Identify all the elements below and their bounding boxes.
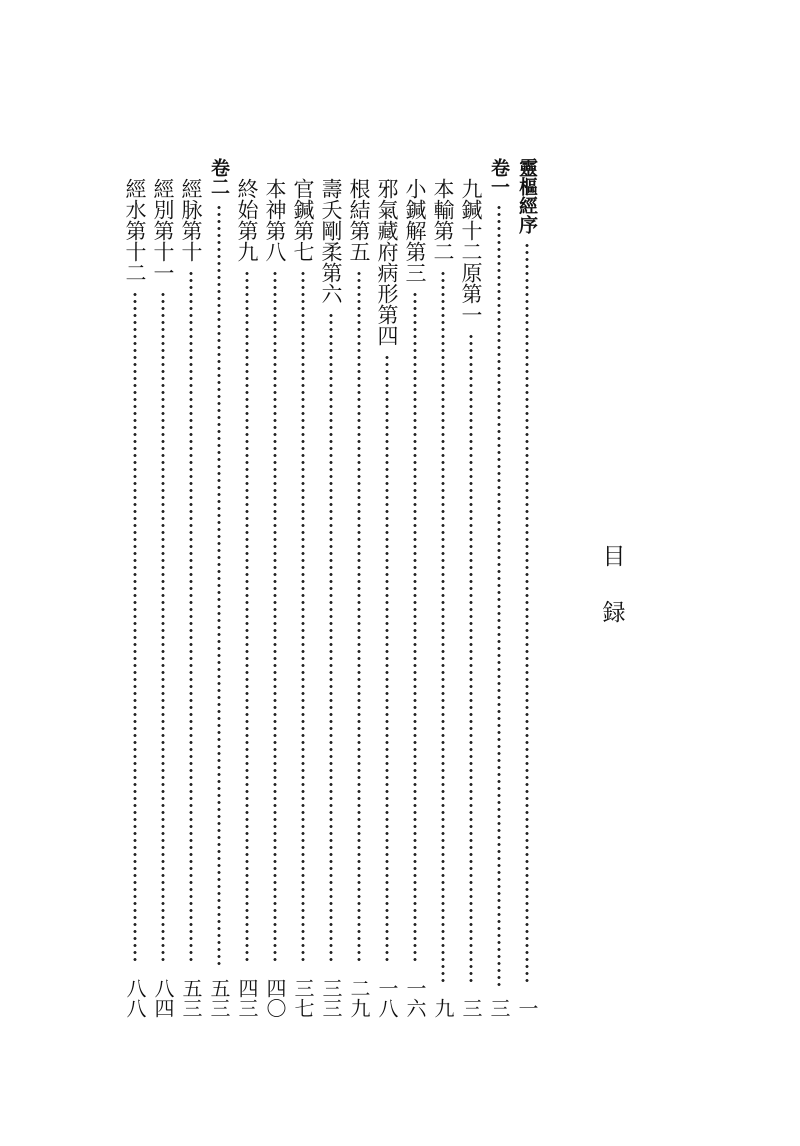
- entry-page: 五三: [207, 978, 231, 1018]
- leader-dots: [189, 270, 193, 963]
- leader-dots: [161, 291, 165, 963]
- toc-entry-chapter-10[interactable]: [176, 178, 206, 1018]
- entry-page: 九: [431, 998, 455, 1018]
- entry-label: 卷一: [488, 158, 510, 196]
- entry-page: 四三: [235, 978, 259, 1018]
- leader-dots: [497, 204, 501, 988]
- toc-entry-chapter-5[interactable]: [344, 178, 374, 1018]
- leader-dots: [133, 291, 137, 963]
- entry-label: 邪氣藏府病形第四: [375, 178, 399, 346]
- entry-label: 根結第五: [347, 178, 371, 262]
- entry-label: 經脉第十: [179, 178, 203, 262]
- leader-dots: [329, 312, 333, 963]
- entry-page: 一八: [375, 978, 399, 1018]
- entry-label: 靈樞經序: [516, 158, 538, 234]
- entry-label: 經水第十二: [123, 178, 147, 283]
- toc-entry-chapter-4[interactable]: [372, 178, 402, 1018]
- toc-entry-chapter-2[interactable]: [428, 178, 458, 1018]
- entry-label: 經別第十一: [151, 178, 175, 283]
- entry-label: 官鍼第七: [291, 178, 315, 262]
- leader-dots: [469, 333, 473, 984]
- entry-label: 本神第八: [263, 178, 287, 262]
- toc-entry-volume-2[interactable]: [204, 158, 234, 1018]
- entry-label: 卷二: [208, 158, 230, 196]
- entry-page: 三三: [319, 978, 343, 1018]
- entry-label: 小鍼解第三: [403, 178, 427, 283]
- toc-entry-chapter-3[interactable]: [400, 178, 430, 1018]
- toc-entry-chapter-6[interactable]: [316, 178, 346, 1018]
- title-char-mu: 目: [602, 544, 626, 570]
- entry-label: 終始第九: [235, 178, 259, 262]
- toc-entry-preface[interactable]: [512, 158, 542, 1018]
- leader-dots: [217, 204, 221, 967]
- entry-page: 三七: [291, 978, 315, 1018]
- title-char-lu: 録: [602, 600, 626, 626]
- entry-label: 九鍼十二原第一: [459, 178, 483, 325]
- toc-entry-chapter-12[interactable]: [120, 178, 150, 1018]
- entry-page: 二九: [347, 978, 371, 1018]
- leader-dots: [385, 354, 389, 963]
- entry-page: 八四: [151, 978, 175, 1018]
- toc-entry-volume-1[interactable]: [484, 158, 514, 1018]
- toc-entry-chapter-9[interactable]: [232, 178, 262, 1018]
- leader-dots: [441, 270, 445, 984]
- entry-page: 一: [515, 998, 539, 1018]
- entry-label: 壽夭剛柔第六: [319, 178, 343, 304]
- entry-page: 一六: [403, 978, 427, 1018]
- toc-entry-chapter-11[interactable]: [148, 178, 178, 1018]
- entry-label: 本輸第二: [431, 178, 455, 262]
- leader-dots: [413, 291, 417, 963]
- leader-dots: [357, 270, 361, 963]
- toc-entry-chapter-7[interactable]: [288, 178, 318, 1018]
- toc-entry-chapter-8[interactable]: [260, 178, 290, 1018]
- entry-page: 四〇: [263, 978, 287, 1018]
- leader-dots: [301, 270, 305, 963]
- leader-dots: [245, 270, 249, 963]
- entry-page: 三: [487, 998, 511, 1018]
- leader-dots: [273, 270, 277, 963]
- leader-dots: [525, 242, 529, 984]
- entry-page: 三: [459, 998, 483, 1018]
- entry-page: 五三: [179, 978, 203, 1018]
- entry-page: 八八: [123, 978, 147, 1018]
- toc-entry-chapter-1[interactable]: [456, 178, 486, 1018]
